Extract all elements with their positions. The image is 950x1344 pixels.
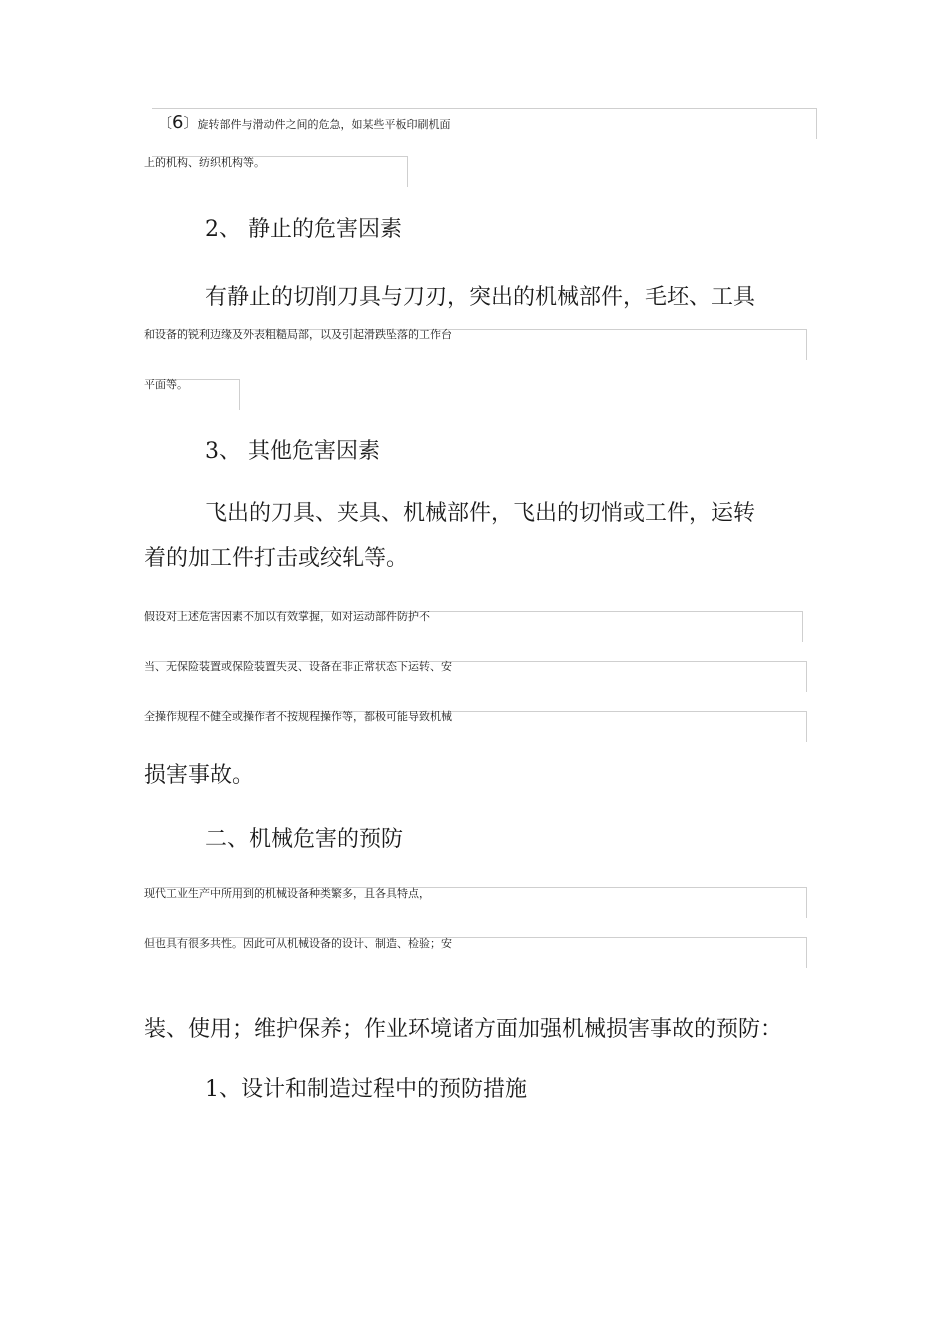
summary-line1: 假设对上述危害因素不加以有效掌握，如对运动部件防护不 — [144, 610, 430, 623]
section3-heading: 3、 其他危害因素 — [205, 439, 380, 464]
item6-line2: 上的机构、纺织机构等。 — [144, 156, 265, 169]
section2-para-line3: 平面等。 — [144, 378, 188, 391]
prevention-line3: 装、使用；维护保养；作业环境诸方面加强机械损害事故的预防： — [144, 1017, 783, 1042]
open-bracket: 〔 — [158, 116, 172, 132]
item6-text: 旋转部件与滑动件之间的危急，如某些平板印刷机面 — [197, 118, 451, 131]
prevention-line1: 现代工业生产中所用到的机械设备种类繁多，且各具特点， — [144, 887, 430, 900]
section3-para-line1: 飞出的刀具、夹具、机械部件，飞出的切悄或工件，运转 — [205, 501, 756, 526]
close-bracket: 〕 — [183, 116, 198, 132]
prevention-line2: 但也具有很多共性。因此可从机械设备的设计、制造、检验；安 — [144, 937, 452, 950]
item-number: 6 — [172, 112, 184, 133]
summary-line4: 损害事故。 — [144, 763, 255, 788]
section2-para-line1: 有静止的切削刀具与刀刃，突出的机械部件，毛坯、工具 — [205, 285, 756, 310]
section2-para-line2: 和设备的锐利边缘及外表粗糙局部，以及引起滑跌坠落的工作台 — [144, 328, 452, 341]
item6-line1 — [158, 112, 451, 133]
prevention-heading: 二、机械危害的预防 — [205, 827, 404, 852]
summary-line2: 当、无保险装置或保险装置失灵、设备在非正常状态下运转、安 — [144, 660, 452, 673]
prevention-sub-heading: 1、设计和制造过程中的预防措施 — [205, 1077, 527, 1102]
section3-para-line2: 着的加工件打击或绞轧等。 — [144, 546, 409, 571]
summary-line3: 全操作规程不健全或操作者不按规程操作等，都极可能导致机械 — [144, 710, 452, 723]
section2-heading: 2、 静止的危害因素 — [205, 217, 402, 242]
